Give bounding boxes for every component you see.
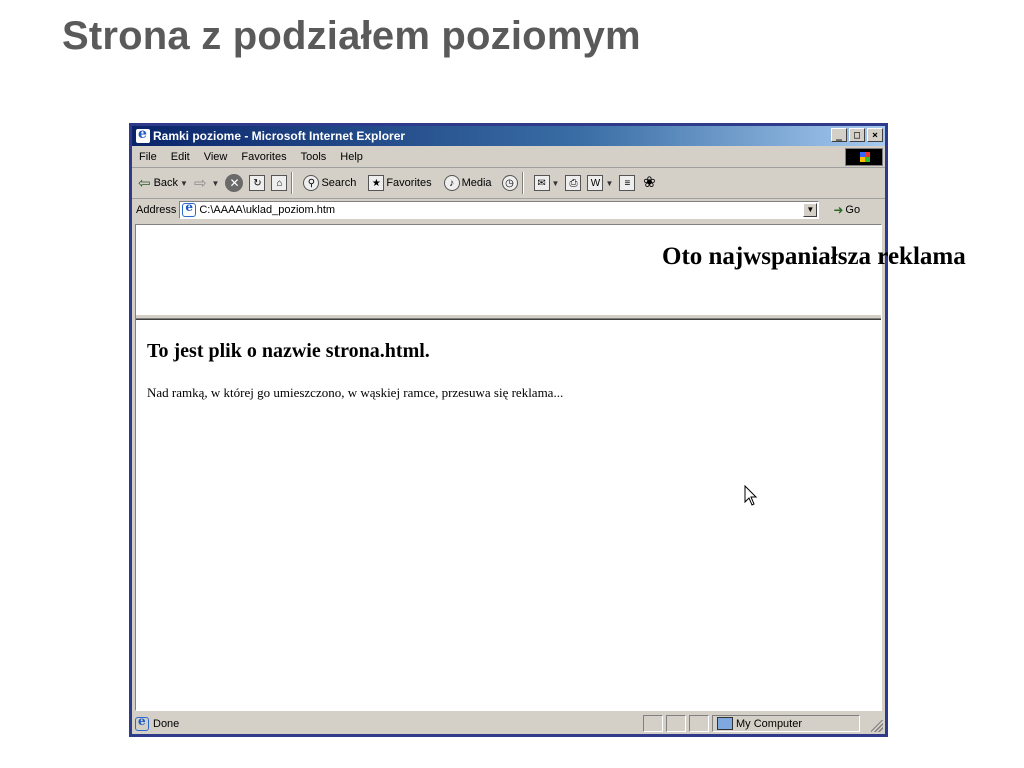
search-label: Search xyxy=(321,177,357,189)
messenger-icon: ❀ xyxy=(643,174,656,191)
back-arrow-icon: ⇦ xyxy=(138,175,151,192)
status-cell xyxy=(643,715,663,732)
favorites-label: Favorites xyxy=(386,177,432,189)
frame-divider[interactable] xyxy=(136,314,881,319)
menu-tools[interactable]: Tools xyxy=(300,151,327,163)
history-icon: ◷ xyxy=(502,175,518,191)
forward-dropdown-icon[interactable]: ▼ xyxy=(211,178,220,188)
browser-window xyxy=(129,123,966,737)
back-button[interactable] xyxy=(138,174,188,192)
resize-grip[interactable] xyxy=(871,720,883,732)
menu-bar xyxy=(132,147,885,168)
address-label: Address xyxy=(136,204,177,216)
edit-button[interactable] xyxy=(587,175,613,191)
marquee-banner: Oto najwspaniałsza reklama xyxy=(662,243,966,270)
favorites-icon: ★ xyxy=(368,175,384,191)
bottom-frame xyxy=(136,320,881,710)
menu-file[interactable]: File xyxy=(139,151,157,163)
status-cell xyxy=(689,715,709,732)
home-icon: ⌂ xyxy=(271,175,287,191)
status-text: Done xyxy=(153,717,180,730)
window-controls xyxy=(829,128,883,142)
maximize-button[interactable]: □ xyxy=(849,128,865,142)
word-icon: W xyxy=(587,175,603,191)
media-label: Media xyxy=(461,177,492,189)
discuss-button[interactable] xyxy=(619,175,635,191)
page-viewport xyxy=(135,224,966,711)
security-zone xyxy=(712,715,860,732)
mouse-cursor-icon xyxy=(744,485,760,507)
page-paragraph: Nad ramką, w której go umieszczono, w wąskiej ramce, przesuwa się reklama... xyxy=(147,385,564,400)
menu-view[interactable]: View xyxy=(203,151,228,163)
zone-label: My Computer xyxy=(736,717,803,730)
ie-icon xyxy=(136,129,150,143)
window-title: Ramki poziome - Microsoft Internet Explorer xyxy=(153,129,406,143)
address-dropdown-icon[interactable]: ▼ xyxy=(803,203,817,217)
toolbar xyxy=(132,168,885,199)
history-button[interactable] xyxy=(502,175,518,191)
back-dropdown-icon[interactable]: ▼ xyxy=(180,178,188,188)
menu-help[interactable]: Help xyxy=(340,151,363,163)
toolbar-separator xyxy=(522,172,524,194)
close-button[interactable]: × xyxy=(867,128,883,142)
media-button[interactable] xyxy=(444,175,492,191)
window-body xyxy=(132,126,966,734)
slide-title: Strona z podziałem poziomym xyxy=(62,14,641,58)
refresh-button[interactable] xyxy=(249,175,265,191)
minimize-button[interactable]: _ xyxy=(831,128,847,142)
forward-arrow-icon: ⇨ xyxy=(193,175,207,192)
favorites-button[interactable] xyxy=(368,175,431,191)
status-cell xyxy=(666,715,686,732)
search-icon: ⚲ xyxy=(303,175,319,191)
back-label: Back xyxy=(153,177,179,189)
media-icon: ♪ xyxy=(444,175,460,191)
stop-button[interactable] xyxy=(225,174,243,192)
windows-logo-icon xyxy=(845,148,883,166)
search-button[interactable] xyxy=(303,175,356,191)
messenger-button[interactable] xyxy=(641,175,657,191)
address-value[interactable]: C:\AAAA\uklad_poziom.htm xyxy=(199,204,336,216)
computer-icon xyxy=(717,717,733,730)
mail-icon: ✉ xyxy=(534,175,550,191)
page-heading: To jest plik o nazwie strona.html. xyxy=(147,340,430,362)
stop-icon: ✕ xyxy=(225,174,243,192)
print-icon: ⎙ xyxy=(565,175,581,191)
edit-dropdown-icon[interactable]: ▼ xyxy=(605,178,614,188)
discuss-icon: ≡ xyxy=(619,175,635,191)
go-button[interactable] xyxy=(833,203,860,217)
menu-edit[interactable]: Edit xyxy=(170,151,190,163)
page-icon xyxy=(135,717,149,731)
menu-favorites[interactable]: Favorites xyxy=(241,151,287,163)
page-icon xyxy=(182,203,196,217)
top-frame xyxy=(136,225,966,314)
status-bar xyxy=(132,713,885,734)
go-arrow-icon: ➜ xyxy=(833,203,844,217)
title-bar[interactable] xyxy=(132,126,885,146)
address-input[interactable] xyxy=(179,201,819,219)
toolbar-separator xyxy=(291,172,293,194)
refresh-icon: ↻ xyxy=(249,175,265,191)
go-label: Go xyxy=(845,204,861,216)
print-button[interactable] xyxy=(565,175,581,191)
address-bar xyxy=(132,199,885,221)
mail-button[interactable] xyxy=(534,175,560,191)
home-button[interactable] xyxy=(271,175,287,191)
mail-dropdown-icon[interactable]: ▼ xyxy=(551,178,560,188)
forward-button[interactable] xyxy=(194,174,220,192)
status-text-area xyxy=(135,717,640,731)
